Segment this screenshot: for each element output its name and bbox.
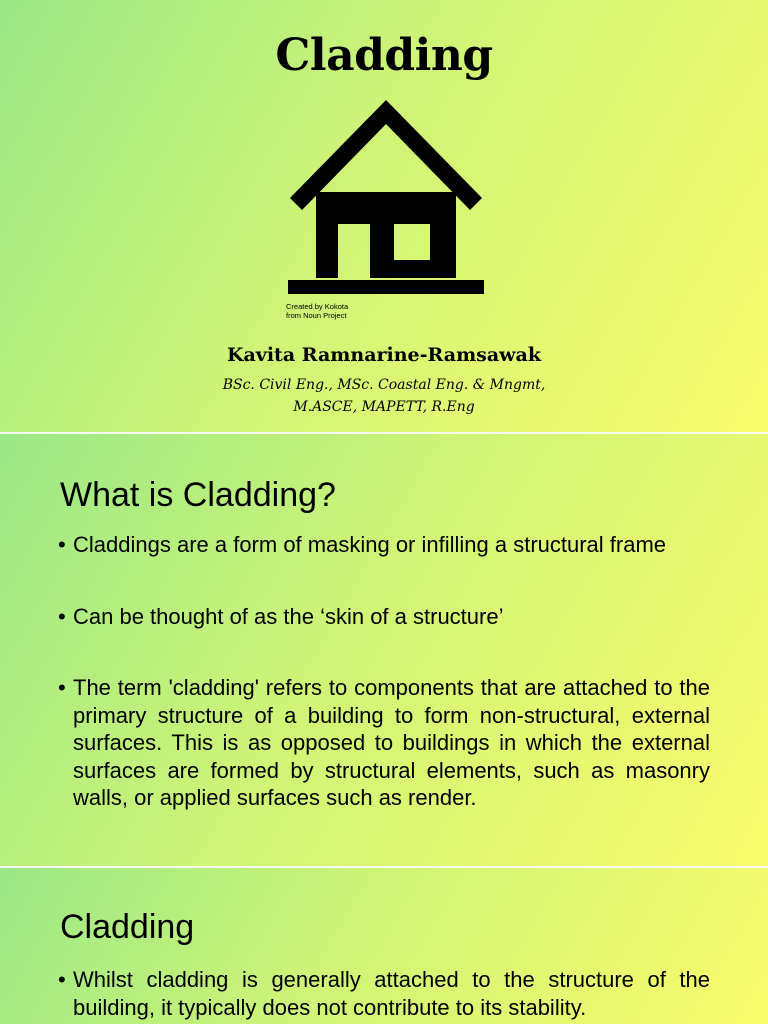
bullet-item: • Can be thought of as the ‘skin of a structure’ <box>58 603 710 631</box>
slide-heading: What is Cladding? <box>60 476 336 514</box>
author-name: Kavita Ramnarine-Ramsawak <box>226 344 542 366</box>
what-is-cladding-slide <box>0 434 768 866</box>
credentials-line: M.ASCE, MAPETT, R.Eng <box>293 399 475 415</box>
bullet-item: • Whilst cladding is generally attached to the structure of the building, it typically does not contribute to its stability. <box>58 966 710 1021</box>
credentials-line: BSc. Civil Eng., MSc. Coastal Eng. & Mngmt, <box>222 377 546 393</box>
slide-title: Cladding <box>275 30 493 81</box>
icon-credit-line: from Noun Project <box>286 311 347 320</box>
title-slide <box>0 0 768 432</box>
cladding-slide <box>0 868 768 1024</box>
house-icon <box>286 100 486 298</box>
bullet-item: • The term 'cladding' refers to components that are attached to the primary structure of a building to form non-structural, external surfaces. This is as opposed to buildings in which the external surfaces are formed by structural elements, such as masonry walls, or applied surfaces such as render. <box>58 674 710 812</box>
author-credentials <box>0 374 768 418</box>
house-body <box>316 192 456 278</box>
icon-credit <box>286 302 348 320</box>
slide-heading: Cladding <box>60 908 195 946</box>
bullet-list <box>58 531 710 812</box>
house-ground <box>288 280 484 294</box>
icon-credit-line: Created by Kokota <box>286 302 349 311</box>
bullet-list <box>58 966 710 1021</box>
bullet-item: • Claddings are a form of masking or infilling a structural frame <box>58 531 710 559</box>
